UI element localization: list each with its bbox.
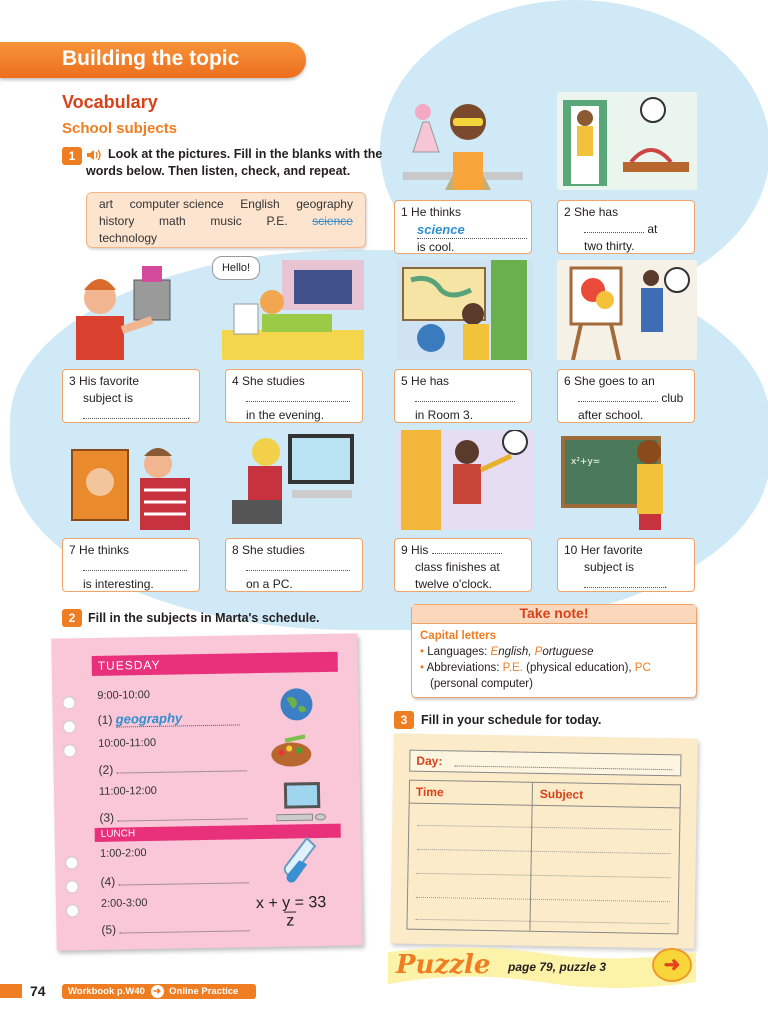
item-text: on a PC.	[246, 577, 293, 591]
picture-girl-painting	[557, 260, 697, 360]
schedule-slot-2[interactable]	[98, 759, 246, 777]
take-note-line: • Abbreviations: P.E. (physical education), PC (personal computer)	[420, 662, 651, 690]
item-number: 2	[564, 205, 571, 219]
puzzle-banner[interactable]	[384, 944, 700, 990]
palette-icon	[269, 734, 314, 769]
note-highlight: P.E.	[502, 662, 523, 674]
word-bank	[86, 192, 366, 248]
word-bank-item: art	[99, 197, 114, 211]
section-title: Vocabulary	[62, 92, 158, 112]
schedule-time: 10:00-11:00	[98, 736, 157, 750]
word-bank-item: technology	[99, 231, 158, 245]
day-label: Day:	[416, 753, 443, 769]
schedule-slot-3[interactable]	[99, 807, 247, 825]
take-note-title: Take note!	[412, 605, 696, 624]
item-number: 3	[69, 374, 76, 388]
workbook-link[interactable]	[62, 984, 256, 999]
note-highlight: PC	[634, 662, 651, 674]
exercise-item-7	[62, 538, 200, 592]
word-bank-item: English	[240, 197, 280, 211]
picture-girl-blackboard	[557, 430, 697, 530]
take-note-box	[411, 604, 697, 698]
binder-hole	[65, 856, 78, 869]
exercise-instruction: Fill in your schedule for today.	[421, 713, 602, 727]
item-text: in the evening.	[246, 408, 325, 422]
table-row[interactable]	[416, 919, 670, 924]
test-tube-icon	[281, 836, 320, 885]
banner-title: Building the topic	[62, 47, 240, 70]
item-text: She studies	[242, 543, 305, 557]
item-text: in Room 3.	[415, 408, 474, 422]
item-number: 8	[232, 543, 239, 557]
picture-boy-trumpet	[397, 430, 533, 530]
svg-text:x²+y=: x²+y=	[571, 457, 601, 467]
picture-boy-robot	[62, 260, 202, 360]
item-text: subject is	[83, 391, 134, 405]
take-note-subtitle: Capital letters	[420, 630, 497, 642]
filled-answer[interactable]: science	[417, 221, 527, 239]
note-text: (physical education),	[522, 662, 635, 674]
answer-blank[interactable]	[584, 221, 644, 233]
binder-hole	[66, 904, 79, 917]
answer-blank[interactable]	[83, 559, 187, 571]
item-text: .	[187, 408, 191, 422]
item-text: She goes to an	[574, 374, 655, 388]
marta-schedule-sheet	[51, 633, 362, 950]
exercise-instruction: Fill in the subjects in Marta's schedule.	[88, 611, 320, 625]
item-text: He thinks	[79, 543, 130, 557]
formula-numerator: x + y = 33	[255, 893, 327, 913]
binder-hole	[66, 880, 79, 893]
item-text: His	[411, 543, 429, 557]
note-text: ortuguese	[542, 646, 594, 658]
word-bank-item: computer science	[129, 197, 224, 211]
word-bank-item-used: science	[312, 214, 353, 228]
exercise-item-5	[394, 369, 532, 423]
schedule-time: 2:00-3:00	[100, 897, 148, 910]
schedule-table	[406, 780, 681, 935]
day-field[interactable]	[409, 750, 681, 777]
schedule-time: 9:00-10:00	[97, 688, 151, 702]
your-schedule-sheet	[390, 733, 698, 948]
exercise-instruction: Look at the pictures. Fill in the blanks with the words below. Then listen, check, and repeat.	[86, 147, 383, 178]
answer-blank[interactable]	[584, 576, 664, 588]
item-text: subject is	[584, 560, 635, 574]
item-number: 9	[401, 543, 408, 557]
day-blank[interactable]	[454, 765, 672, 770]
online-practice-link[interactable]: Online Practice	[169, 986, 239, 997]
answer-blank[interactable]	[578, 390, 658, 402]
item-text: is interesting.	[83, 577, 154, 591]
take-note-line: • Languages: English, Portuguese	[420, 646, 594, 658]
exercise-item-1	[394, 200, 532, 254]
item-text: club	[661, 391, 684, 405]
item-text: class finishes at	[415, 560, 500, 574]
item-text: is cool.	[417, 240, 455, 254]
lunch-bar: LUNCH	[95, 824, 341, 842]
computer-icon	[276, 780, 329, 825]
puzzle-title: Puzzle	[396, 950, 491, 980]
item-text: after school.	[578, 408, 644, 422]
exercise-item-9	[394, 538, 532, 592]
answer-blank[interactable]	[83, 407, 187, 419]
page-number: 74	[30, 983, 46, 999]
exercise-item-2	[557, 200, 695, 254]
filled-answer[interactable]: geography	[116, 709, 240, 727]
binder-hole	[63, 720, 76, 733]
item-number: 5	[401, 374, 408, 388]
exercise-number: 1	[62, 147, 82, 165]
exercise-item-3	[62, 369, 200, 423]
exercise-item-8	[225, 538, 363, 592]
item-text: He has	[411, 374, 450, 388]
schedule-time: 1:00-2:00	[99, 847, 147, 860]
answer-blank[interactable]	[432, 542, 502, 554]
binder-hole	[63, 744, 76, 757]
picture-girl-computer	[222, 430, 364, 530]
item-number: 1	[401, 205, 408, 219]
table-row[interactable]	[417, 849, 671, 854]
binder-hole	[62, 696, 75, 709]
picture-girl-at-door	[557, 92, 697, 190]
slot-label: (4)	[100, 874, 116, 889]
item-text: at	[647, 222, 658, 236]
slot-label: (5)	[101, 922, 117, 937]
item-text: He thinks	[411, 205, 462, 219]
schedule-slot-1[interactable]	[98, 709, 240, 727]
word-bank-item: geography	[296, 197, 353, 211]
section-subtitle: School subjects	[62, 120, 178, 137]
answer-blank[interactable]	[246, 559, 350, 571]
item-number: 7	[69, 543, 76, 557]
column-header-time: Time	[415, 784, 444, 800]
schedule-slot-5[interactable]	[101, 919, 249, 937]
note-text: nglish,	[498, 646, 535, 658]
globe-icon	[278, 686, 315, 723]
word-bank-item: music	[210, 214, 242, 228]
puzzle-reference: page 79, puzzle 3	[508, 960, 607, 974]
answer-blank[interactable]	[415, 390, 515, 402]
picture-boy-book	[62, 430, 202, 530]
item-text: His favorite	[79, 374, 140, 388]
speech-bubble: Hello!	[212, 256, 260, 280]
table-row[interactable]	[417, 825, 671, 830]
answer-blank[interactable]	[246, 390, 350, 402]
exercise-item-6	[557, 369, 695, 423]
slot-label: (3)	[99, 810, 115, 825]
word-bank-item: P.E.	[266, 214, 288, 228]
exercise-number: 2	[62, 609, 82, 627]
schedule-day: TUESDAY	[92, 652, 338, 676]
exercise-number: 3	[394, 711, 414, 729]
answer-blank[interactable]	[119, 919, 249, 933]
answer-blank[interactable]	[118, 871, 248, 885]
slot-label: (2)	[98, 762, 114, 777]
table-row[interactable]	[416, 873, 670, 878]
answer-blank[interactable]	[116, 759, 246, 773]
item-number: 6	[564, 374, 571, 388]
picture-boy-geography	[397, 260, 533, 360]
section-banner	[0, 42, 306, 78]
answer-blank[interactable]	[117, 807, 247, 821]
note-text: Abbreviations:	[426, 662, 503, 674]
word-bank-item: math	[159, 214, 186, 228]
note-highlight: E	[490, 646, 499, 658]
note-text: (personal computer)	[430, 678, 533, 690]
formula-denominator: z	[284, 911, 296, 929]
slot-label: (1)	[97, 712, 113, 727]
arrow-right-icon[interactable]: ➜	[652, 948, 692, 982]
item-number: 4	[232, 374, 239, 388]
note-highlight: P	[534, 646, 543, 658]
item-text: She studies	[242, 374, 305, 388]
math-formula	[256, 894, 327, 931]
word-bank-item: history	[99, 214, 135, 228]
item-text: She has	[574, 205, 619, 219]
exercise-item-10	[557, 538, 695, 592]
item-text: .	[664, 577, 668, 591]
item-text: two thirty.	[584, 239, 635, 253]
item-text: twelve o'clock.	[415, 577, 492, 591]
exercise-item-4	[225, 369, 363, 423]
note-text: Languages:	[427, 646, 491, 658]
workbook-ref: Workbook p.W40	[68, 986, 145, 997]
item-text: Her favorite	[580, 543, 643, 557]
schedule-time: 11:00-12:00	[98, 784, 157, 798]
picture-science-boy	[393, 92, 533, 190]
column-header-subject: Subject	[539, 786, 584, 802]
arrow-circle-icon: ➜	[151, 985, 164, 998]
schedule-slot-4[interactable]	[100, 871, 248, 889]
item-number: 10	[564, 543, 578, 557]
table-row[interactable]	[416, 897, 670, 902]
